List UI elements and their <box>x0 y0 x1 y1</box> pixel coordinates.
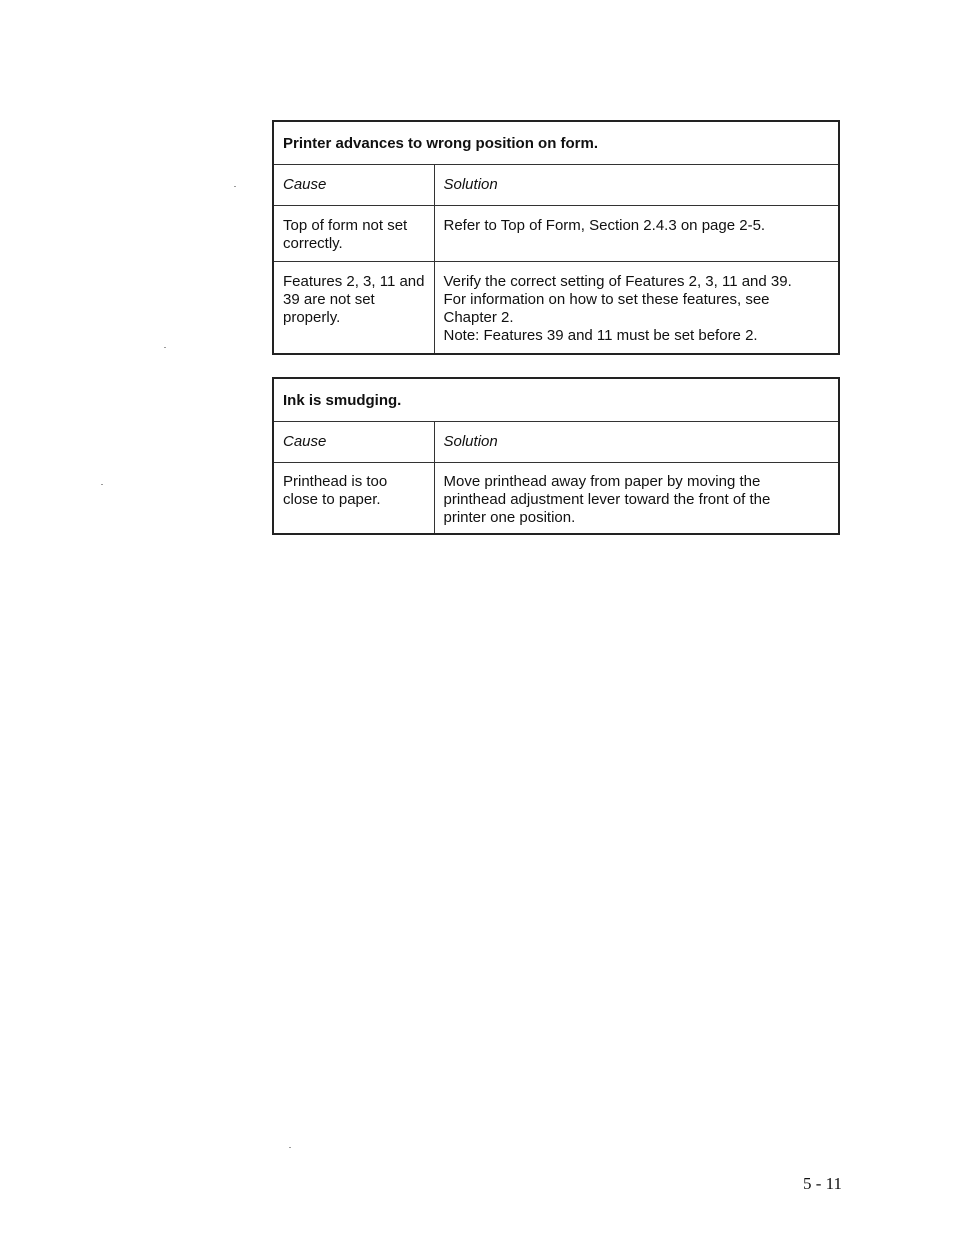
solution-note: Note: Features 39 and 11 must be set before 2. <box>443 327 758 344</box>
table-row <box>273 463 839 535</box>
solution-column-header: Solution <box>434 422 839 463</box>
solution-cell <box>434 206 839 262</box>
cause-column-header: Cause <box>273 422 434 463</box>
table-row <box>273 262 839 355</box>
cause-cell: Top of form not set correctly. <box>273 206 434 262</box>
table-header-row <box>273 422 839 463</box>
solution-column-header: Solution <box>434 165 839 206</box>
troubleshooting-table-ink-smudging <box>272 377 840 535</box>
solution-cell <box>434 463 839 535</box>
cause-cell: Printhead is too close to paper. <box>273 463 434 535</box>
scan-speck <box>289 1147 291 1148</box>
cause-column-header: Cause <box>273 165 434 206</box>
page-number: 5 - 11 <box>802 1174 842 1193</box>
solution-cell <box>434 262 839 355</box>
table-title: Ink is smudging. <box>273 378 839 422</box>
cause-cell: Features 2, 3, 11 and 39 are not set properly. <box>273 262 434 355</box>
solution-text: Verify the correct setting of Features 2, 3, 11 and 39. For information on how to set these features, see Chapter 2. <box>443 273 792 326</box>
scan-speck <box>234 186 236 187</box>
solution-text: Refer to Top of Form, Section 2.4.3 on page 2-5. <box>443 217 766 234</box>
table-title-row <box>273 121 839 165</box>
troubleshooting-table-wrong-position <box>272 120 840 355</box>
table-title: Printer advances to wrong position on form. <box>273 121 839 165</box>
scan-speck <box>101 484 103 485</box>
scan-speck <box>164 347 166 348</box>
solution-text: Move printhead away from paper by moving the printhead adjustment lever toward the front of the printer one position. <box>443 473 771 526</box>
table-row <box>273 206 839 262</box>
table-header-row <box>273 165 839 206</box>
table-title-row <box>273 378 839 422</box>
